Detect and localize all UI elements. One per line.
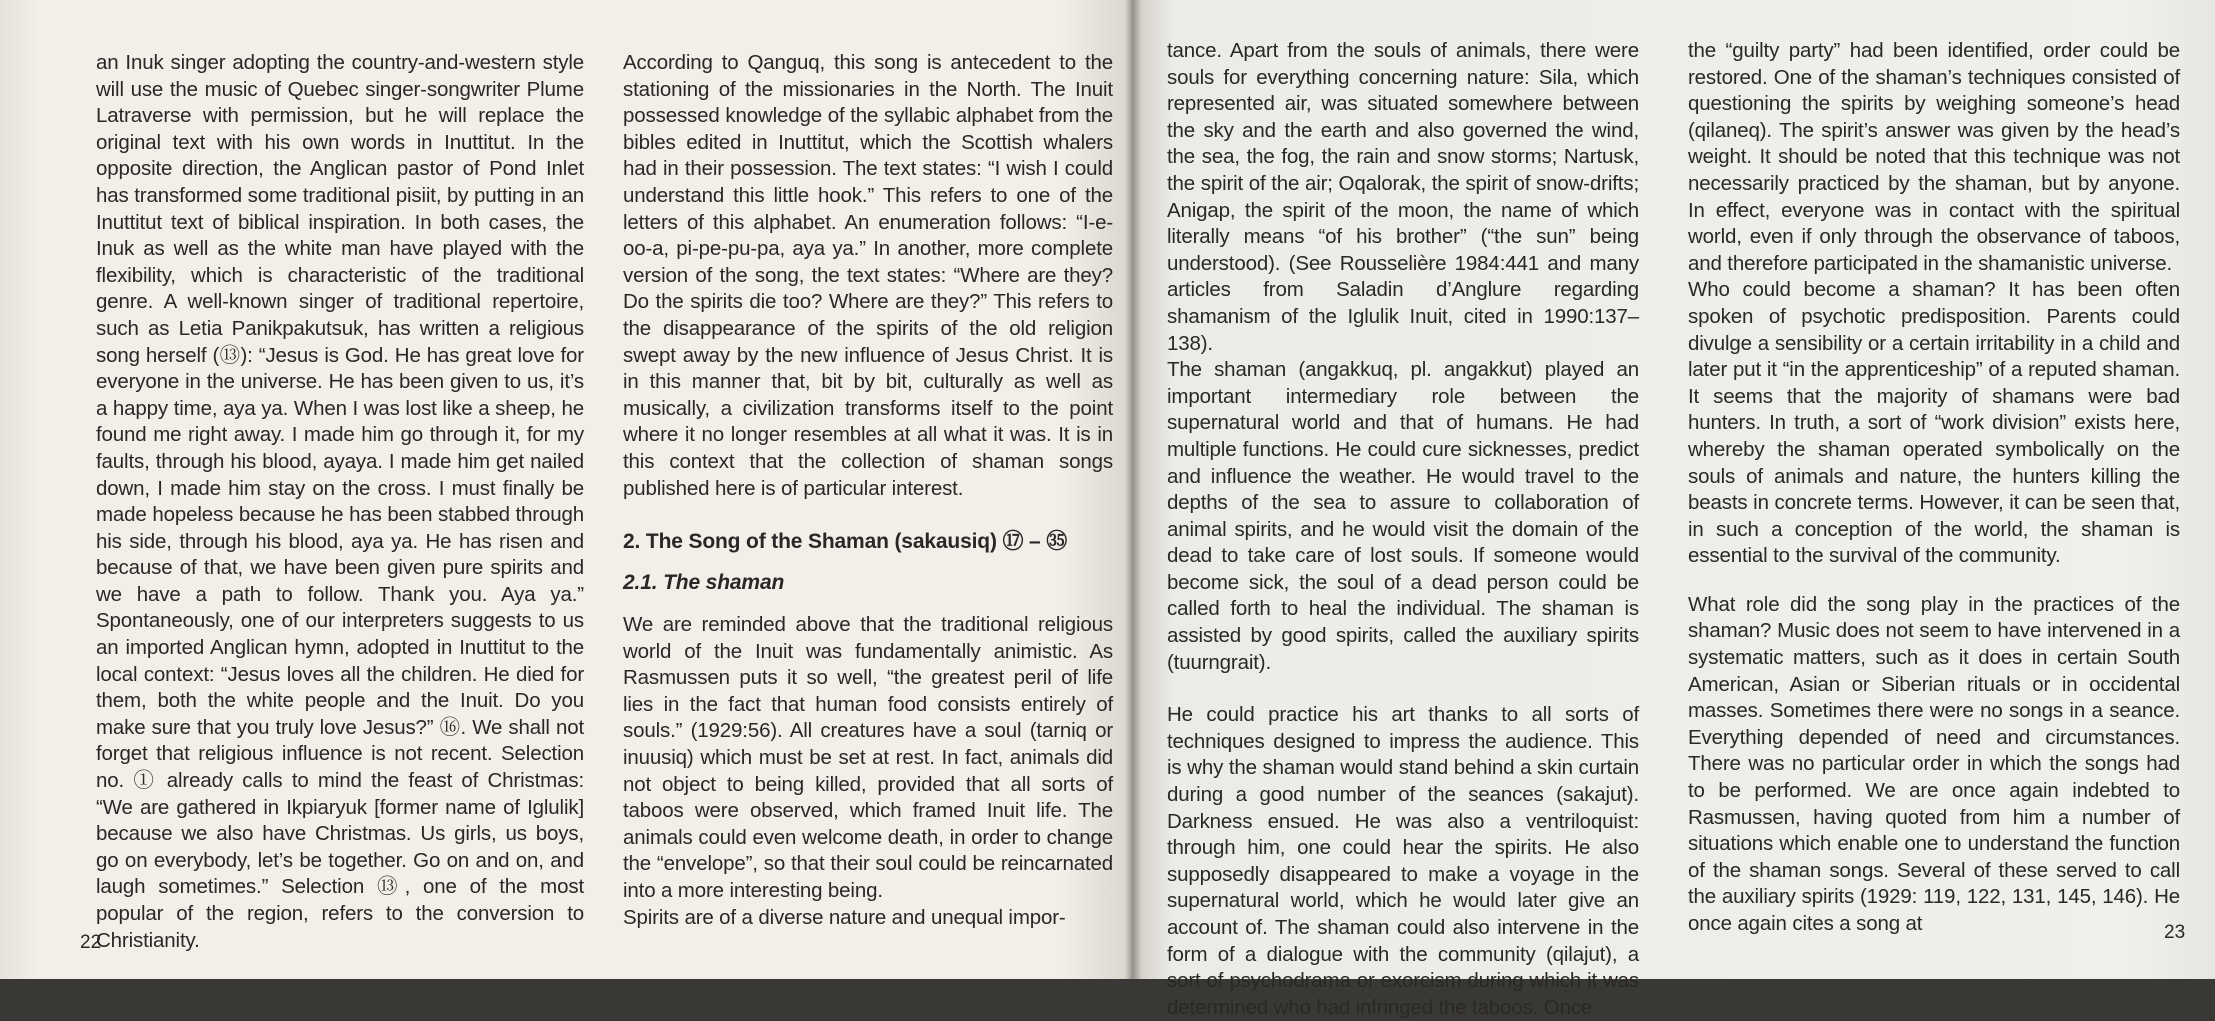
page-number: 23 bbox=[2164, 922, 2186, 943]
left-column-2 bbox=[623, 50, 1113, 931]
paragraph: According to Qanguq, this song is antecedent to the stationing of the missionaries in the North. The Inuit possessed knowledge of the syllabic alphabet from the bibles edited in Inuttitut, which the Scottish whalers had in their possession. The text states: “I wish I could understand this little hook.” This refers to one of the letters of this alphabet. An enumeration follows: “I-e-oo-a, pi-pe-pu-pa, aya ya.” In another, more complete version of the song, the text states: “Where are they? Do the spirits die too? Where are they?” This refers to the disappearance of the spirits of the old religion swept away by the new influence of Jesus Christ. It is in this manner that, bit by bit, culturally as well as musically, a civilization transforms itself to the point where it no longer resembles at all what it was. It is in this context that the collection of shaman songs published here is of particular interest. bbox=[623, 51, 1113, 500]
paragraph: What role did the song play in the practices of the shaman? Music does not seem to have intervened in a systematic matters, such as it does in certain South American, Asian or Siberian rituals or in occidental masses. Sometimes there were no songs in a seance. Everything depended of need and circumstances. There was no particular order in which the songs had to be performed. We are once again indebted to Rasmussen, having quoted from him a number of situations which enable one to understand the function of the shaman songs. Several of these served to call the auxiliary spirits (1929: 119, 122, 131, 145, 146). He once again cites a song at bbox=[1688, 592, 2180, 935]
right-column-2 bbox=[1688, 38, 2180, 938]
paragraph: He could practice his art thanks to all sorts of techniques designed to impress the audience. This is why the shaman would stand behind a skin curtain during a good number of the seances (sakajut). Darkness ensued. He was also a ventriloquist: through him, one could hear the spirits. He also supposedly disappeared to make a voyage in the supernatural world, which he would later give an account of. The shaman could also intervene in the form of a dialogue with the community (qilajut), a sort of psychodrama or exorcism during which it was determined who had infringed the taboos. Once bbox=[1167, 703, 1639, 1019]
paragraph: We are reminded above that the traditional religious world of the Inuit was fundamentally animistic. As Rasmussen puts it so well, “the greatest peril of life lies in the fact that human food consists entirely of souls.” (1929:56). All creatures have a soul (tarniq or inuusiq) which must be set at rest. In fact, animals did not object to being killed, provided that all sorts of taboos were observed, which framed Inuit life. The animals could even welcome death, in order to change the “envelope”, so that their soul could be reincarnated into a more interesting being. bbox=[623, 613, 1113, 903]
paragraph: The shaman (angakkuq, pl. angakkut) played an important intermediary role between the supernatural world and that of humans. He had multiple functions. He could cure sicknesses, predict and influence the weather. He would travel to the depths of the sea to assure to collaboration of animal spirits, and he would visit the domain of the dead to take care of lost souls. If someone would become sick, the soul of a dead person could be called forth to heal the individual. The shaman is assisted by good spirits, called the auxiliary spirits (tuurngrait). bbox=[1167, 358, 1639, 674]
subsection-heading: 2.1. The shaman bbox=[623, 571, 785, 595]
left-page bbox=[0, 0, 1132, 979]
paragraph: an Inuk singer adopting the country-and-western style will use the music of Quebec singer-songwriter Plume Latraverse with permission, but he will replace the original text with his own words in Inuttitut. In the opposite direction, the Anglican pastor of Pond Inlet has transformed some traditional pisiit, by putting in an Inuttitut text of biblical inspiration. In both cases, the Inuk as well as the white man have played with the flexibility, which is characteristic of the traditional genre. A well-known singer of traditional repertoire, such as Letia Panikpakutsuk, has written a religious song herself (⑬): “Jesus is God. He has great love for everyone in the universe. He has been given to us, it’s a happy time, aya ya. When I was lost like a sheep, he found me right away. I made him go through it, for my faults, through his blood, ayaya. I made him get nailed down, I made him stay on the cross. I must finally be made hopeless because he has been stabbed through his side, through his blood, aya ya. He has risen and because of that, we have been given pure spirits and we have a path to follow. Thank you. Aya ya.” Spontaneously, one of our interpreters suggests to us an imported Anglican hymn, adopted in Inuttitut to the local context: “Jesus loves all the children. He died for them, both the white people and the Inuit. Do you make sure that you truly love Jesus?” ⑯. We shall not forget that religious influence is not recent. Selection no. ① already calls to mind the feast of Christmas: “We are gathered in Ikpiaryuk [former name of Iglulik] because we also have Christmas. Us girls, us boys, go on everybody, let’s be together. Go on and on, and laugh sometimes.” Selection ⑬, one of the most popular of the region, refers to the conversion to Christianity. bbox=[96, 51, 584, 952]
left-column-1 bbox=[96, 50, 584, 954]
section-heading: 2. The Song of the Shaman (sakausiq) ⑰ – ㉟ bbox=[623, 530, 1068, 554]
page-number: 22 bbox=[80, 932, 102, 953]
paragraph: Spirits are of a diverse nature and unequal impor- bbox=[623, 905, 1066, 929]
right-page bbox=[1132, 0, 2215, 1019]
paragraph: Who could become a shaman? It has been often spoken of psychotic predisposition. Parents could divulge a sensibility or a certain irritability in a child and later put it “in the apprenticeship” of a reputed shaman. It seems that the majority of shamans were bad hunters. In truth, a sort of “work division” exists here, whereby the shaman operated symbolically on the souls of animals and nature, the hunters killing the beasts in concrete terms. However, it can be seen that, in such a conception of the world, the shaman is essential to the survival of the community. bbox=[1688, 278, 2180, 568]
paragraph: the “guilty party” had been identified, order could be restored. One of the shaman’s techniques consisted of questioning the spirits by weighing someone’s head (qilaneq). The spirit’s answer was given by the head’s weight. It should be noted that this technique was not necessarily practiced by the shaman, but by anyone. In effect, everyone was in contact with the spiritual world, even if only through the observance of taboos, and therefore participated in the shamanistic universe. bbox=[1688, 39, 2180, 275]
right-column-1 bbox=[1167, 38, 1639, 1021]
paragraph: tance. Apart from the souls of animals, there were souls for everything concerning nature: Sila, which represented air, was situated somewhere between the sky and the earth and also governed the wind, the sea, the fog, the rain and snow storms; Nartusk, the spirit of the air; Oqalorak, the spirit of snow-drifts; Anigap, the spirit of the moon, the name of which literally means “of his brother” (“the sun” being understood). (See Rousselière 1984:441 and many articles from Saladin d’Anglure regarding shamanism of the Iglulik Inuit, cited in 1990:137–138). bbox=[1167, 39, 1639, 355]
